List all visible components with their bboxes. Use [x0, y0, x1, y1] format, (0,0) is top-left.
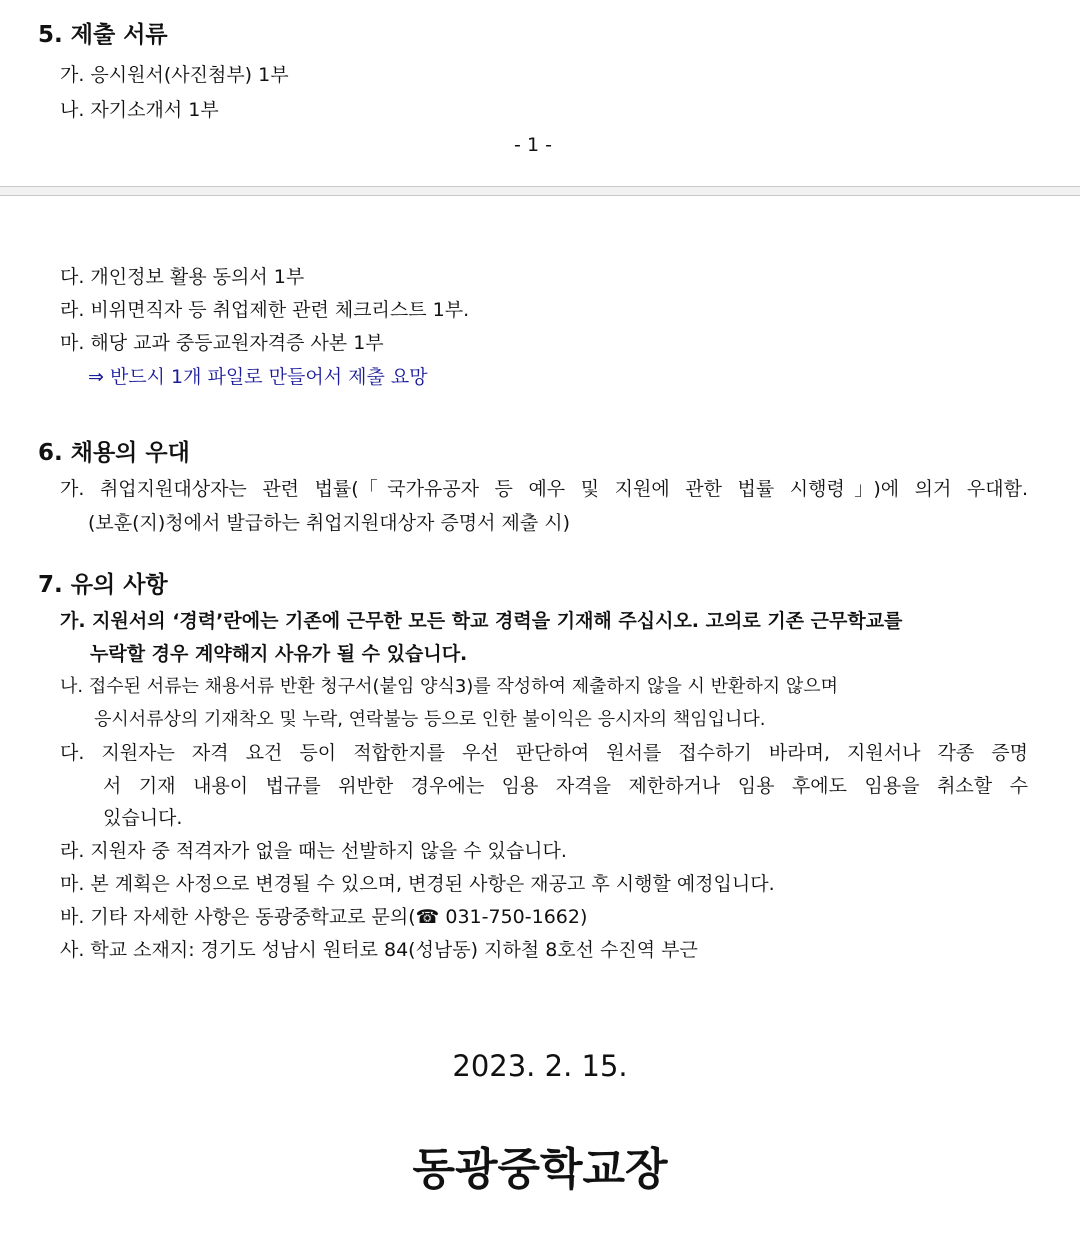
list-item-continuation: 누락할 경우 계약해지 사유가 될 수 있습니다.	[90, 643, 468, 665]
list-item-continuation: 서 기재 내용이 법규를 위반한 경우에는 임용 자격을 제한하거나 임용 후에도 임용을 취소할 수	[103, 775, 1028, 797]
submission-note: ⇒ 반드시 1개 파일로 만들어서 제출 요망	[88, 366, 428, 388]
document-date: 2023. 2. 15.	[452, 1049, 628, 1083]
page-number: - 1 -	[514, 134, 552, 156]
list-item: 가. 응시원서(사진첨부) 1부	[60, 64, 289, 86]
list-item: 바. 기타 자세한 사항은 동광중학교로 문의(☎ 031-750-1662)	[60, 906, 588, 928]
list-item: 가. 지원서의 ‘경력’란에는 기존에 근무한 모든 학교 경력을 기재해 주십시오. 고의로 기존 근무학교를	[60, 610, 903, 632]
list-item: 마. 해당 교과 중등교원자격증 사본 1부	[60, 332, 384, 354]
list-item-continuation: 응시서류상의 기재착오 및 누락, 연락불능 등으로 인한 불이익은 응시자의 책임입니다.	[94, 709, 766, 730]
list-item: 라. 비위면직자 등 취업제한 관련 체크리스트 1부.	[60, 299, 470, 321]
list-item: 다. 개인정보 활용 동의서 1부	[60, 266, 305, 288]
list-item: 나. 자기소개서 1부	[60, 99, 219, 121]
list-item: 나. 접수된 서류는 채용서류 반환 청구서(붙임 양식3)를 작성하여 제출하지 않을 시 반환하지 않으며	[60, 676, 839, 697]
list-item: 다. 지원자는 자격 요건 등이 적합한지를 우선 판단하여 원서를 접수하기 바라며, 지원서나 각종 증명	[60, 742, 1028, 764]
list-item: 가. 취업지원대상자는 관련 법률(「국가유공자 등 예우 및 지원에 관한 법률 시행령」)에 의거 우대함.	[60, 478, 1028, 500]
issuer-signature: 동광중학교장	[412, 1144, 668, 1195]
list-item: 라. 지원자 중 적격자가 없을 때는 선발하지 않을 수 있습니다.	[60, 840, 567, 862]
list-item-continuation: (보훈(지)청에서 발급하는 취업지원대상자 증명서 제출 시)	[88, 512, 570, 534]
list-item: 마. 본 계획은 사정으로 변경될 수 있으며, 변경된 사항은 재공고 후 시행할 예정입니다.	[60, 873, 775, 895]
list-item: 사. 학교 소재지: 경기도 성남시 원터로 84(성남동) 지하철 8호선 수진역 부근	[60, 939, 698, 961]
section-5-heading: 5. 제출 서류	[38, 22, 168, 48]
section-6-heading: 6. 채용의 우대	[38, 440, 190, 466]
section-7-heading: 7. 유의 사항	[38, 572, 168, 598]
page-divider	[0, 186, 1080, 196]
list-item-continuation: 있습니다.	[103, 807, 183, 829]
